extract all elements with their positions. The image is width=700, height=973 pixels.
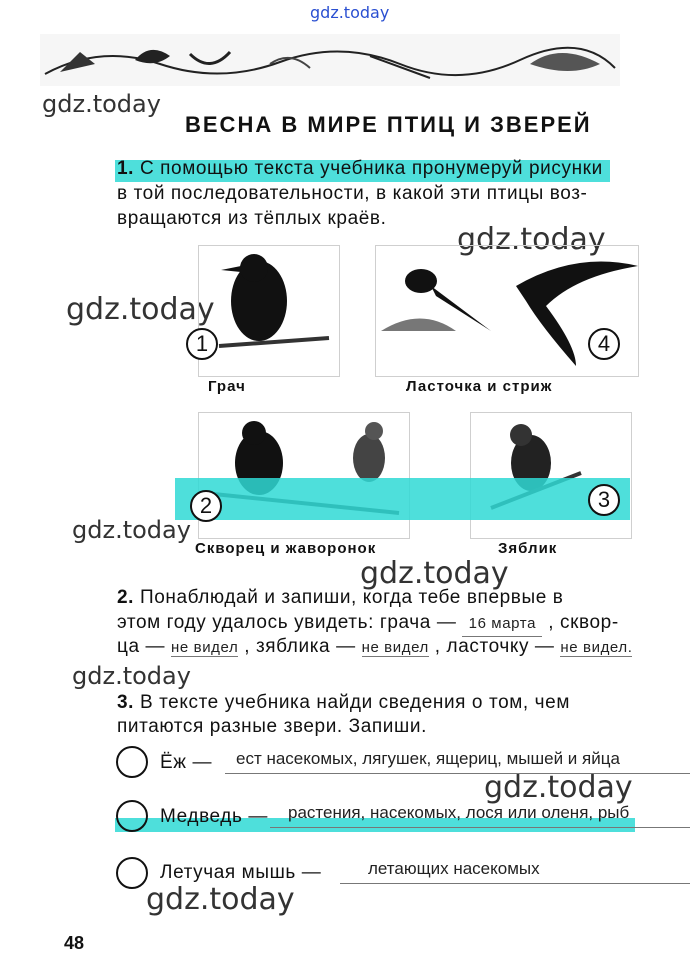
animal-label: Медведь — [160,806,268,827]
watermark: gdz.today [484,770,633,805]
answer-rook: 16 марта [462,611,542,637]
answer-text: ест насекомых, лягушек, ящериц, мышей и яйца [236,749,620,768]
task2-line [117,585,563,610]
task1-line: в той последовательности, в какой эти птицы воз- [117,183,588,204]
bird-number-swallow-swift: 4 [588,328,620,360]
watermark: gdz.today [360,556,509,591]
page-number: 48 [64,933,85,953]
watermark: gdz.today [72,516,191,544]
task2-text: , ласточку — [434,636,555,657]
animal-label: Ёж — [160,752,213,773]
watermark-top: gdz.today [310,3,390,22]
task2-number: 2. [117,587,135,608]
task1-text [117,156,603,231]
bird-number-starling-lark: 2 [190,490,222,522]
task1-line: С помощью текста учебника пронумеруй рисунки [139,158,603,179]
watermark: gdz.today [72,662,191,690]
task1-line: вращаются из тёплых краёв. [117,208,387,229]
bird-label-rook: Грач [208,378,246,395]
answer-line [270,826,690,828]
task1-number: 1. [117,158,135,179]
answer-chaffinch: не видел [361,639,429,656]
bird-label-starling-lark: Скворец и жаворонок [195,540,377,557]
animal-label: Летучая мышь — [160,862,322,883]
answer-checkbox[interactable] [116,800,148,832]
bird-label-chaffinch: Зяблик [498,540,558,557]
answer-text: летающих насекомых [368,859,540,878]
task3-text: В тексте учебника найди сведения о том, чем [139,692,570,713]
task2-text: этом году удалось увидеть: грача — [117,612,457,633]
task2-line [117,610,619,637]
bird-label-swallow-swift: Ласточка и стриж [406,378,553,395]
answer-text: растения, насекомых, лося или оленя, рыб [288,803,630,822]
page-title: ВЕСНА В МИРЕ ПТИЦ И ЗВЕРЕЙ [185,112,592,137]
watermark: gdz.today [42,90,161,118]
watermark: gdz.today [457,222,606,257]
answer-line [340,882,690,884]
answer-swallow: не видел. [560,639,633,656]
task3-number: 3. [117,692,135,713]
watermark: gdz.today [146,882,295,917]
task2-text: , зяблика — [244,636,356,657]
header-birds-illustration [40,34,620,86]
task2-line [117,634,632,660]
bird-number-rook: 1 [186,328,218,360]
rook-icon [199,246,339,376]
task3-text: питаются разные звери. Запиши. [117,716,427,737]
bird-number-chaffinch: 3 [588,484,620,516]
bird-picture-rook [198,245,340,377]
answer-checkbox[interactable] [116,746,148,778]
watermark-band [175,478,630,520]
answer-checkbox[interactable] [116,857,148,889]
task2-text: , сквор- [548,612,619,633]
task3-line [117,690,570,715]
watermark: gdz.today [66,292,215,327]
task2-text: ца — [117,636,166,657]
answer-starling: не видел [171,639,239,656]
task2-text: Понаблюдай и запиши, когда тебе впервые в [139,587,564,608]
